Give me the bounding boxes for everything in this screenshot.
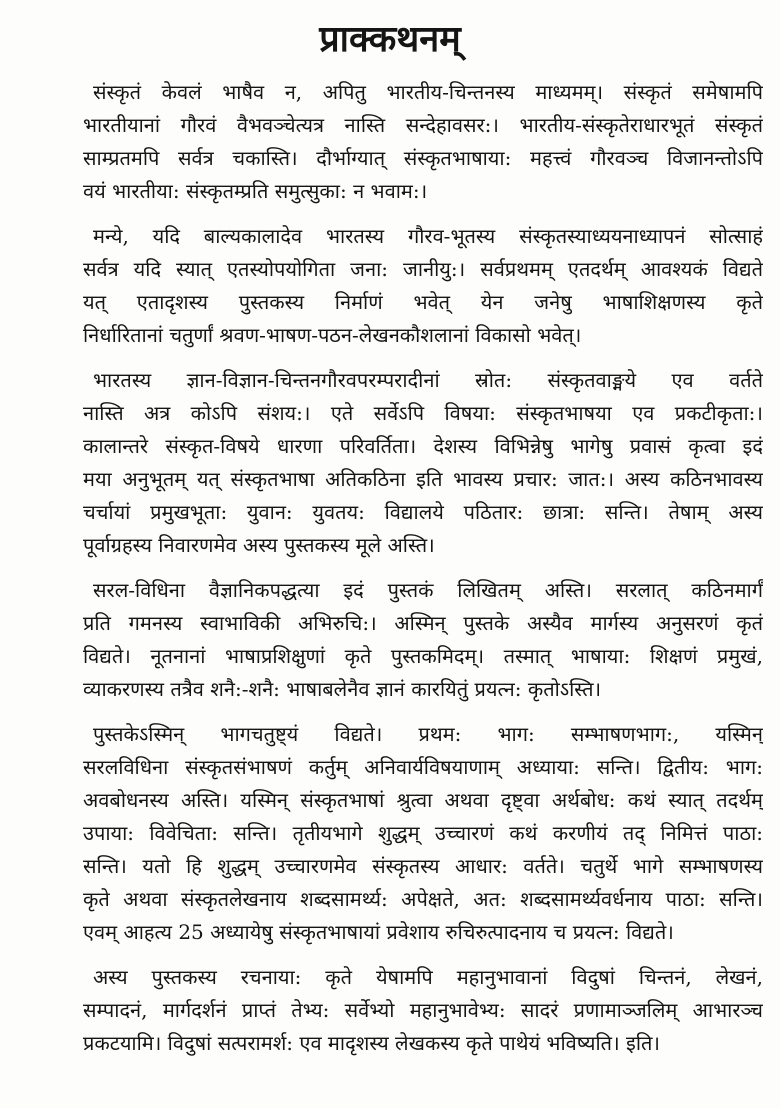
text-line: मन्ये, यदि बाल्यकालादेव भारतस्य गौरव-भूतस्य संस्कृतस्याध्ययनाध्यापनं सोत्साहं (93, 224, 763, 248)
text-line: सरल-विधिना वैज्ञानिकपद्धत्या इदं पुस्तकं लिखितम् अस्ति। सरलात् कठिनमार्गं (93, 578, 763, 602)
paragraph (83, 718, 763, 949)
paragraph (83, 220, 763, 352)
text-line: यत् एतादृशस्य पुस्तकस्य निर्माणं भवेत् येन जनेषु भाषाशिक्षणस्य कृते (83, 290, 763, 314)
page-title: प्राक्कथनम् (319, 18, 461, 60)
text-line: पूर्वाग्रहस्य निवारणमेव अस्य पुस्तकस्य मूले अस्ति। (83, 533, 435, 557)
text-line: अस्य पुस्तकस्य रचनाया: कृते येषामपि महानुभावानां विदुषां चिन्तनं, लेखनं, (93, 965, 763, 989)
text-line: सम्पादनं, मार्गदर्शनं प्राप्तं तेभ्य: सर्वेभ्यो महानुभावेभ्य: सादरं प्रणामाञ्जलिम् आभारञ्च (83, 998, 763, 1022)
document-body (83, 76, 763, 1072)
paragraph (83, 961, 763, 1060)
paragraph (83, 76, 763, 208)
text-line: उपाया: विवेचिता: सन्ति। तृतीयभागे शुद्धम् उच्चारणं कथं करणीयं तद् निमित्तं पाठा: (83, 821, 763, 845)
text-line: एवम् आहत्य 25 अध्यायेषु संस्कृतभाषायां प्रवेशाय रुचिरुत्पादनाय च प्रयत्न: विद्यते। (83, 920, 674, 944)
text-line: पुस्तकेऽस्मिन् भागचतुष्ट्यं विद्यते। प्रथम: भाग: सम्भाषणभाग:, यस्मिन् (93, 722, 763, 746)
text-line: चर्चायां प्रमुखभूता: युवान: युवतय: विद्यालये पठितार: छात्रा: सन्ति। तेषाम् अस्य (83, 500, 763, 524)
text-line: वयं भारतीया: संस्कृतम्प्रति समुत्सुका: न भवाम:। (83, 179, 428, 203)
text-line: निर्धारितानां चतुर्णां श्रवण-भाषण-पठन-लेखनकौशलानां विकासो भवेत्। (83, 323, 582, 347)
text-line: भारतीयानां गौरवं वैभवञ्चेत्यत्र नास्ति सन्देहावसर:। भारतीय-संस्कृतेराधारभूतं संस्कृतं (83, 113, 763, 137)
text-line: सन्ति। यतो हि शुद्धम् उच्चारणमेव संस्कृतस्य आधार: वर्तते। चतुर्थे भागे सम्भाषणस्य (83, 854, 763, 878)
paragraph (83, 364, 763, 562)
text-line: प्रति गमनस्य स्वाभाविकी अभिरुचि:। अस्मिन् पुस्तके अस्यैव मार्गस्य अनुसरणं कृतं (83, 611, 763, 635)
text-line: सर्वत्र यदि स्यात् एतस्योपयोगिता जना: जानीयु:। सर्वप्रथमम् एतदर्थम् आवश्यकं विद्यते (83, 257, 763, 281)
text-line: सरलविधिना संस्कृतसंभाषणं कर्तुम् अनिवार्यविषयाणाम् अध्याया: सन्ति। द्वितीय: भाग: (83, 755, 763, 779)
text-line: नास्ति अत्र कोऽपि संशय:। एते सर्वेऽपि विषया: संस्कृतभाषया एव प्रकटीकृता:। (83, 401, 763, 425)
text-line: प्रकटयामि। विदुषां सत्परामर्श: एव मादृशस्य लेखकस्य कृते पाथेयं भविष्यति। इति। (83, 1031, 660, 1055)
text-line: विद्यते। नूतनानां भाषाप्रशिक्षुणां कृते पुस्तकमिदम्। तस्मात् भाषाया: शिक्षणं प्रमुखं, (83, 644, 763, 668)
text-line: मया अनुभूतम् यत् संस्कृतभाषा अतिकठिना इति भावस्य प्रचार: जात:। अस्य कठिनभावस्य (83, 467, 763, 491)
text-line: अवबोधनस्य अस्ति। यस्मिन् संस्कृतभाषां श्रुत्वा अथवा दृष्ट्वा अर्थबोध: कथं स्यात् तदर्थम् (83, 788, 763, 812)
text-line: भारतस्य ज्ञान-विज्ञान-चिन्तनगौरवपरम्परादीनां स्रोत: संस्कृतवाङ्मये एव वर्तते (93, 368, 763, 392)
text-line: कालान्तरे संस्कृत-विषये धारणा परिवर्तिता। देशस्य विभिन्नेषु भागेषु प्रवासं कृत्वा इदं (83, 434, 763, 458)
text-line: कृते अथवा संस्कृतलेखनाय शब्दसामर्थ्य: अपेक्षते, अत: शब्दसामर्थ्यवर्धनाय पाठा: सन्ति। (83, 887, 763, 911)
text-line: व्याकरणस्य तत्रैव शनै:-शनै: भाषाबलेनैव ज्ञानं कारयितुं प्रयत्न: कृतोऽस्ति। (83, 677, 602, 701)
text-line: साम्प्रतमपि सर्वत्र चकास्ति। दौर्भाग्यात् संस्कृतभाषाया: महत्त्वं गौरवञ्च विजानन्तोऽपि (83, 146, 763, 170)
paragraph (83, 574, 763, 706)
text-line: संस्कृतं केवलं भाषैव न, अपितु भारतीय-चिन्तनस्य माध्यमम्। संस्कृतं समेषामपि (93, 80, 763, 104)
